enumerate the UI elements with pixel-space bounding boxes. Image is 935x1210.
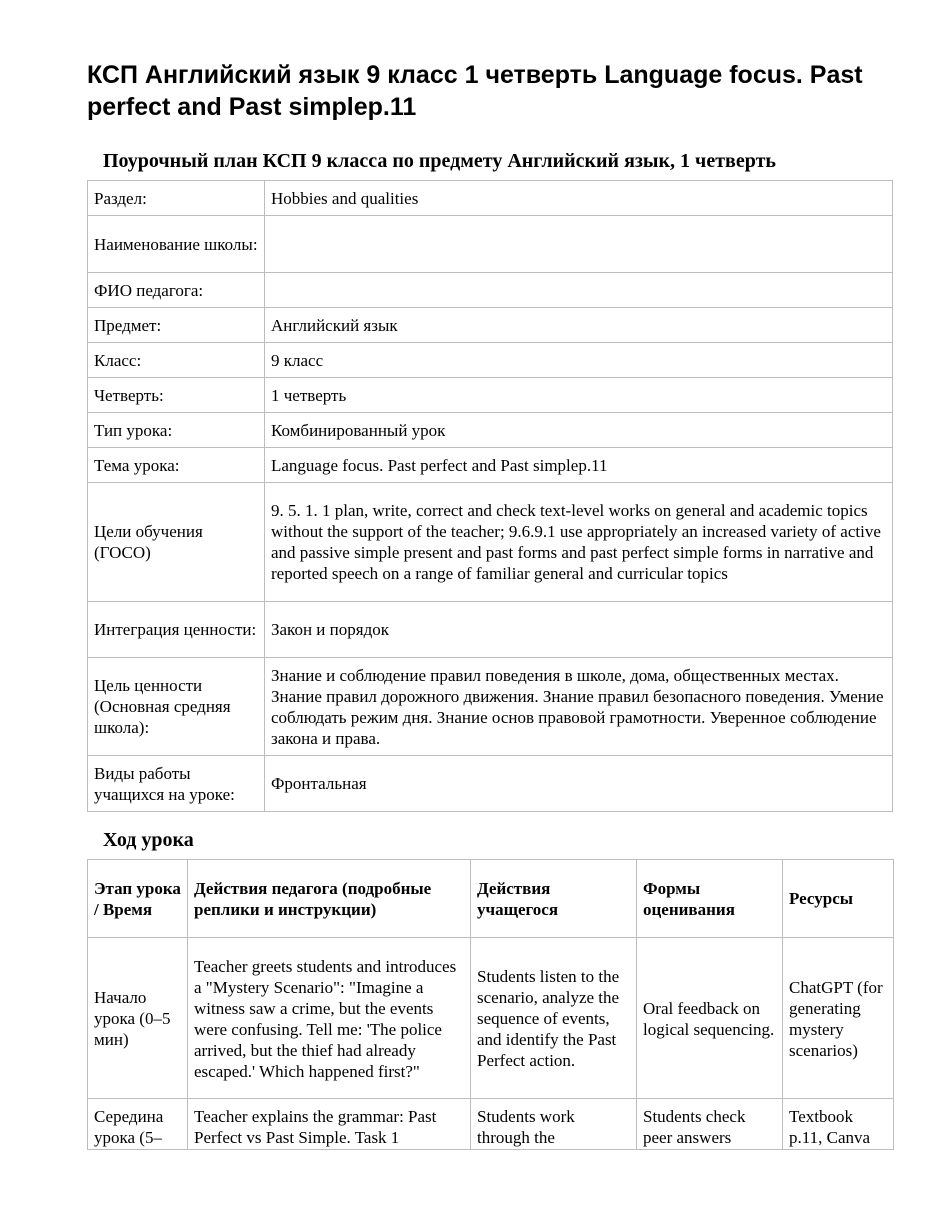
table-row — [88, 181, 893, 216]
info-value: Закон и порядок — [265, 602, 893, 658]
table-row — [88, 378, 893, 413]
header-resources: Ресурсы — [783, 860, 894, 938]
lesson-heading: Ход урока — [103, 829, 194, 851]
table-row — [88, 1099, 894, 1150]
info-label: Предмет: — [88, 308, 265, 343]
document-title: КСП Английский язык 9 класс 1 четверть Language focus. Past perfect and Past simplep.11 — [87, 61, 863, 121]
table-row — [88, 448, 893, 483]
table-row — [88, 938, 894, 1099]
header-student-actions: Действия учащегося — [471, 860, 637, 938]
assessment-cell: Oral feedback on logical sequencing. — [637, 938, 783, 1099]
table-row — [88, 658, 893, 756]
info-label: Тема урока: — [88, 448, 265, 483]
info-label: Цели обучения (ГОСО) — [88, 483, 265, 602]
info-label: Виды работы учащихся на уроке: — [88, 756, 265, 812]
lesson-flow-table — [87, 859, 894, 1150]
info-value: Английский язык — [265, 308, 893, 343]
assessment-cell: Students check peer answers — [637, 1099, 783, 1150]
table-row — [88, 756, 893, 812]
header-teacher-actions: Действия педагога (подробные реплики и инструкции) — [188, 860, 471, 938]
table-row — [88, 273, 893, 308]
info-label: Цель ценности (Основная средняя школа): — [88, 658, 265, 756]
info-label: Класс: — [88, 343, 265, 378]
info-label: Раздел: — [88, 181, 265, 216]
info-value: Hobbies and qualities — [265, 181, 893, 216]
student-actions-cell: Students listen to the scenario, analyze the sequence of events, and identify the Past Perfect action. — [471, 938, 637, 1099]
student-actions-cell: Students work through the — [471, 1099, 637, 1150]
info-label: Интеграция ценности: — [88, 602, 265, 658]
stage-cell: Середина урока (5– — [88, 1099, 188, 1150]
info-value — [265, 273, 893, 308]
lesson-info-table — [87, 180, 893, 812]
info-label: Наименование школы: — [88, 216, 265, 273]
teacher-actions-cell: Teacher greets students and introduces a "Mystery Scenario": "Imagine a witness saw a crime, but the events were confusing. Tell me: 'The police arrived, but the thief had already escaped.' Which happened first?" — [188, 938, 471, 1099]
stage-cell: Начало урока (0–5 мин) — [88, 938, 188, 1099]
table-row — [88, 216, 893, 273]
info-value: 9. 5. 1. 1 plan, write, correct and check text-level works on general and academic topics without the support of the teacher; 9.6.9.1 use appropriately an increased variety of active and passive simple present and past forms and past perfect simple forms in narrative and reported speech on a range of familiar general and curricular topics — [265, 483, 893, 602]
info-label: Четверть: — [88, 378, 265, 413]
info-value: Language focus. Past perfect and Past simplep.11 — [265, 448, 893, 483]
resources-cell: Textbook p.11, Canva — [783, 1099, 894, 1150]
document-page — [87, 0, 893, 1150]
info-label: ФИО педагога: — [88, 273, 265, 308]
table-row — [88, 343, 893, 378]
header-assessment: Формы оценивания — [637, 860, 783, 938]
header-stage: Этап урока / Время — [88, 860, 188, 938]
plan-heading: Поурочный план КСП 9 класса по предмету Английский язык, 1 четверть — [103, 150, 776, 172]
table-row — [88, 483, 893, 602]
info-value: Знание и соблюдение правил поведения в школе, дома, общественных местах. Знание правил дорожного движения. Знание правил безопасного поведения. Умение соблюдать режим дня. Знание основ правовой грамотности. Уверенное соблюдение закона и права. — [265, 658, 893, 756]
teacher-actions-cell: Teacher explains the grammar: Past Perfect vs Past Simple. Task 1 — [188, 1099, 471, 1150]
info-value: Фронтальная — [265, 756, 893, 812]
info-value: 9 класс — [265, 343, 893, 378]
table-row — [88, 413, 893, 448]
table-header-row — [88, 860, 894, 938]
info-value — [265, 216, 893, 273]
table-row — [88, 308, 893, 343]
info-value: 1 четверть — [265, 378, 893, 413]
info-label: Тип урока: — [88, 413, 265, 448]
resources-cell: ChatGPT (for generating mystery scenarios) — [783, 938, 894, 1099]
table-row — [88, 602, 893, 658]
info-value: Комбинированный урок — [265, 413, 893, 448]
